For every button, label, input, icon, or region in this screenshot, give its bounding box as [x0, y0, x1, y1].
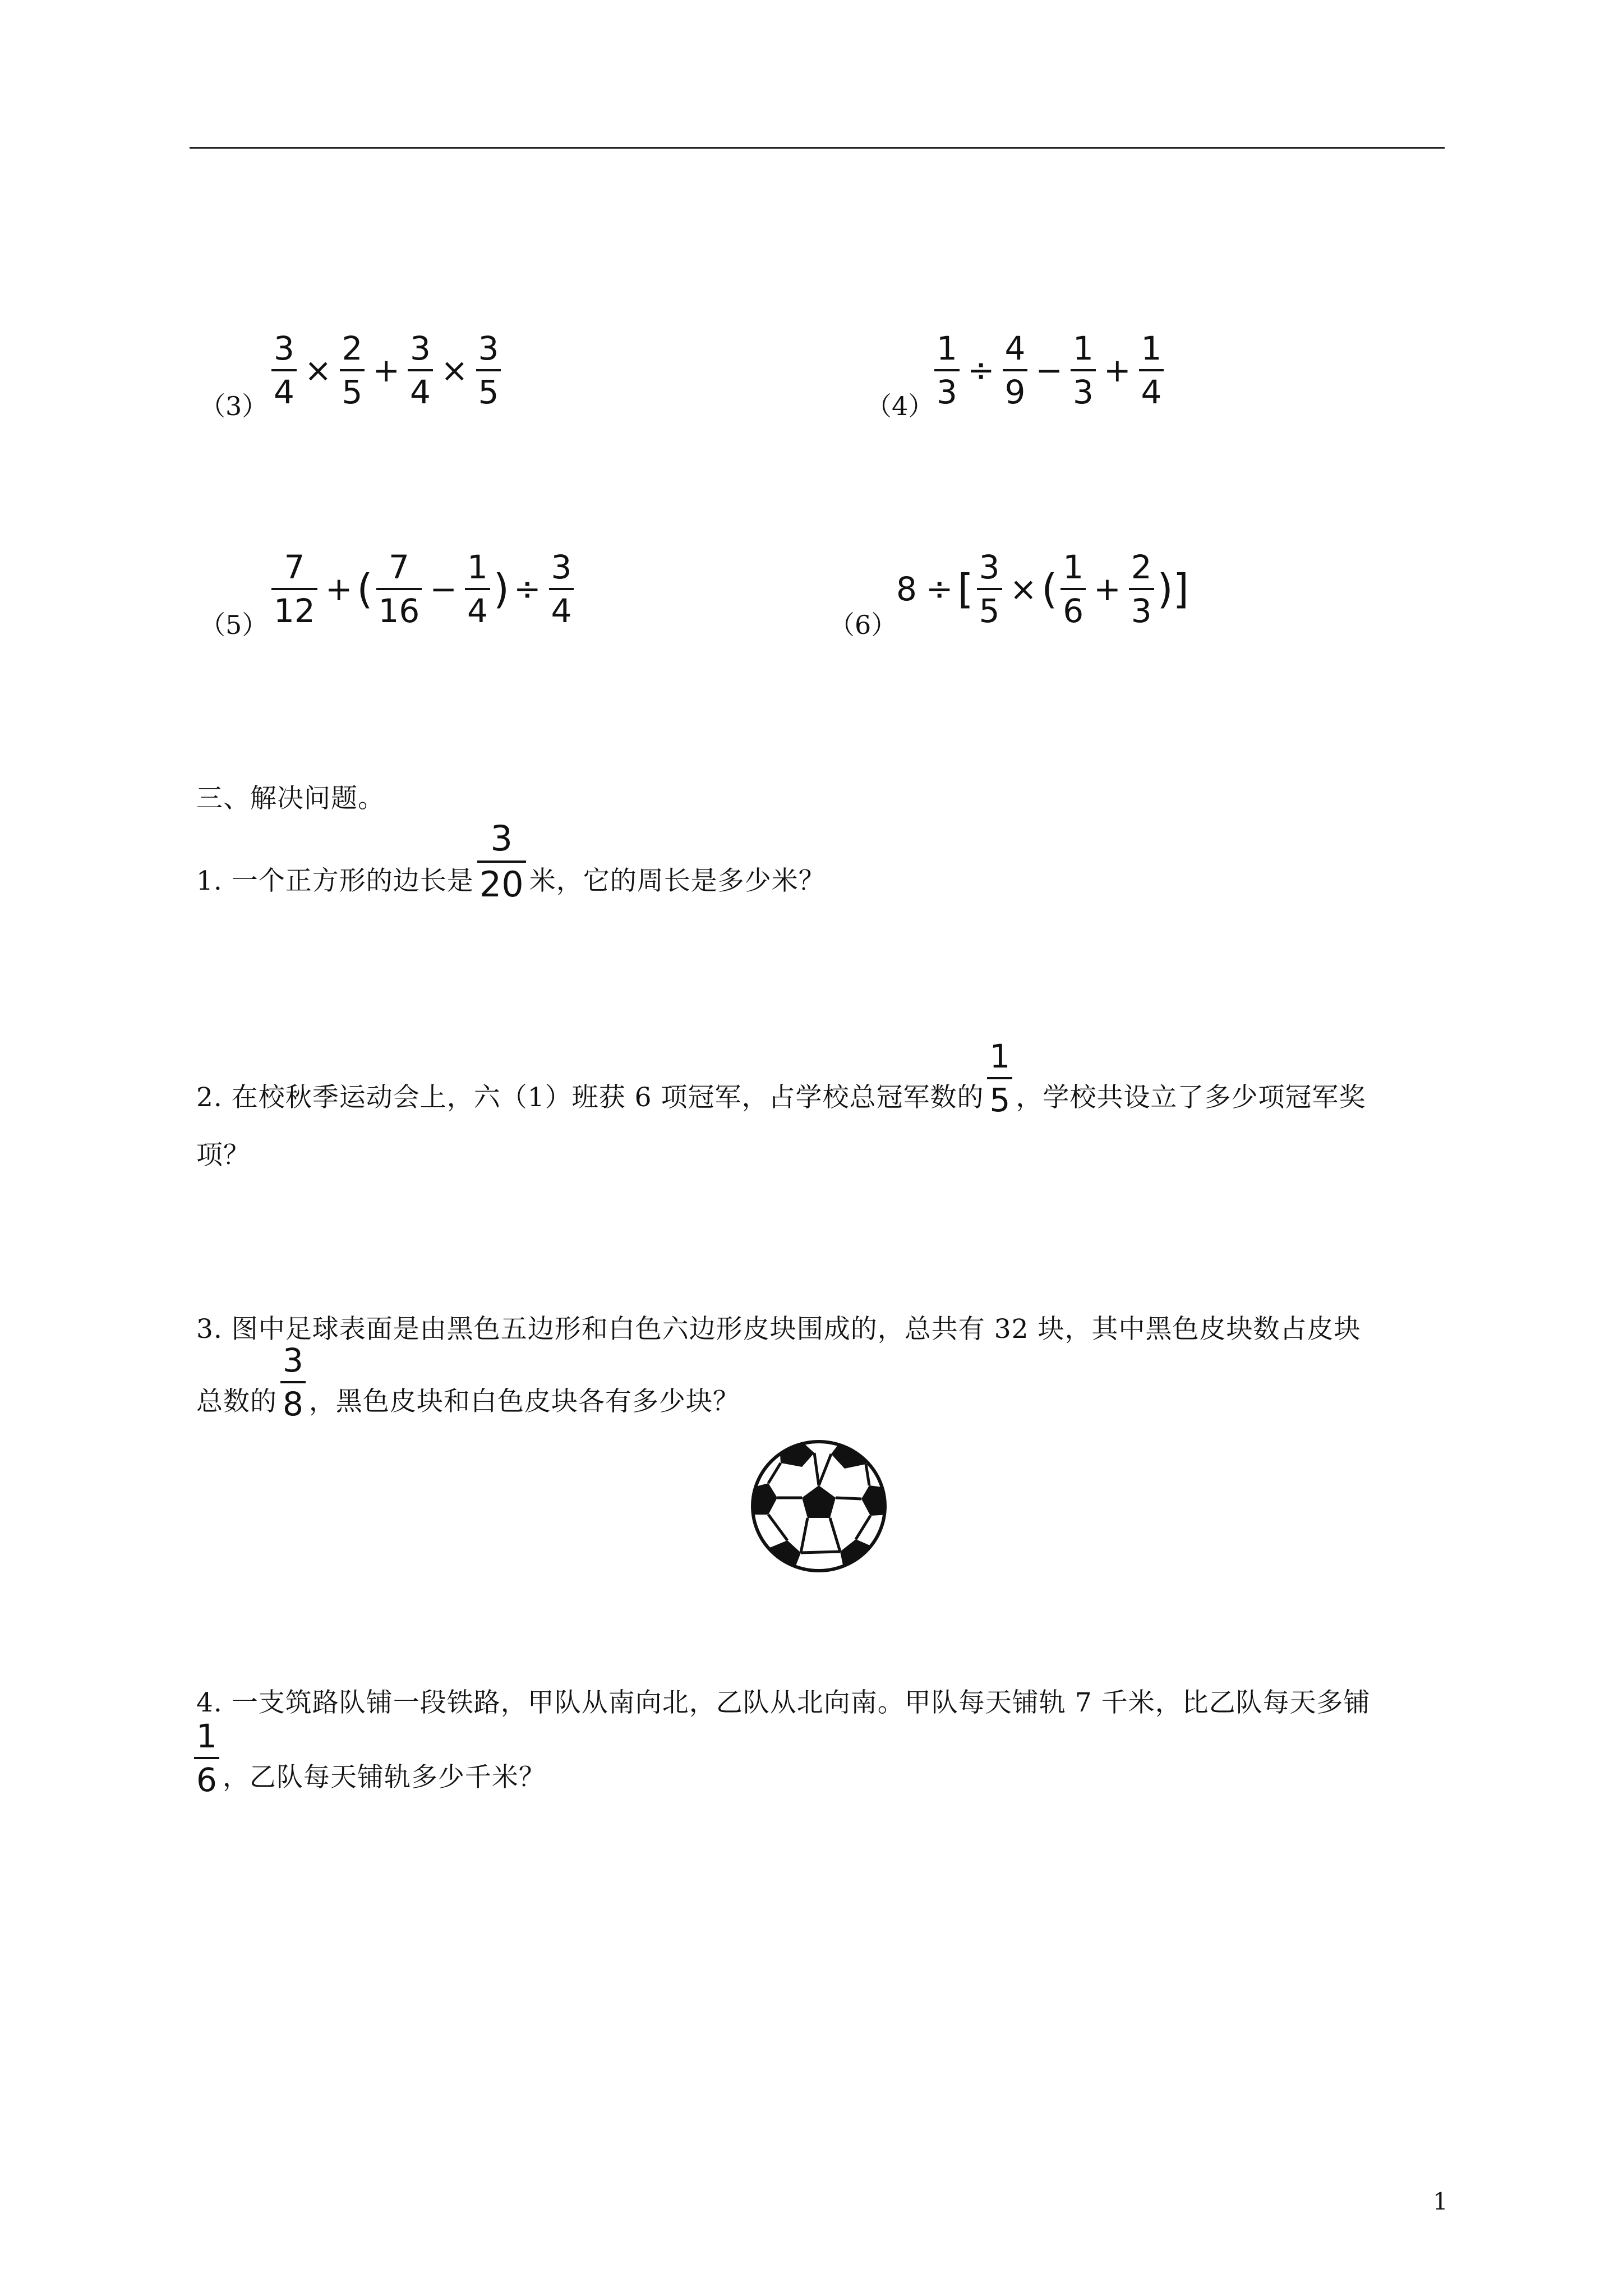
- problem-2: [196, 1037, 1366, 1119]
- item-4-label: （4）: [866, 391, 934, 421]
- paren-open: (: [1041, 565, 1058, 613]
- problem-3-text-a: 3. 图中足球表面是由黑色五边形和白色六边形皮块围成的，总共有 32 块，其中黑色皮块数占皮块: [196, 1314, 1361, 1345]
- operator: ÷: [925, 570, 953, 608]
- fraction: $\frac{3}{5}$: [476, 332, 501, 408]
- fraction: $\frac{7}{12}$: [271, 551, 317, 627]
- fraction: $\frac{3}{5}$: [977, 551, 1002, 627]
- item-5-label: （5）: [200, 610, 268, 640]
- operator: +: [325, 570, 353, 608]
- soccer-ball-image: [746, 1436, 892, 1576]
- fraction: $\frac{7}{16}$: [376, 551, 422, 627]
- operator: ÷: [513, 570, 541, 608]
- problem-1: [196, 818, 826, 905]
- bracket-close: ]: [1173, 565, 1189, 613]
- item-6-expression: [892, 548, 1189, 630]
- fraction: $\frac{3}{4}$: [549, 551, 574, 627]
- operator: ×: [304, 351, 332, 389]
- fraction: $\frac{1}{5}$: [987, 1040, 1012, 1116]
- operator: ×: [440, 351, 468, 389]
- operator: ×: [1009, 570, 1038, 608]
- problem-3-line2: [196, 1341, 740, 1423]
- problem-4-line2: [191, 1717, 546, 1799]
- operator: +: [1103, 351, 1131, 389]
- fraction: $\frac{3}{4}$: [271, 332, 297, 408]
- fraction: $\frac{1}{4}$: [465, 551, 490, 627]
- problem-4-text-b: ，乙队每天铺轨多少千米？: [222, 1761, 546, 1793]
- fraction: $\frac{3}{8}$: [280, 1344, 306, 1420]
- number: 8: [896, 570, 917, 608]
- bracket-open: [: [957, 565, 974, 613]
- problem-1-text-b: 米，它的周长是多少米？: [529, 865, 826, 896]
- operator: ÷: [967, 351, 995, 389]
- page-number: 1: [1433, 2188, 1448, 2215]
- item-5-expression: [268, 548, 577, 630]
- operator: −: [1035, 351, 1063, 389]
- fraction: $\frac{1}{3}$: [934, 332, 960, 408]
- fraction: $\frac{2}{5}$: [340, 332, 365, 408]
- header-rule: [190, 147, 1445, 149]
- paren-open: (: [357, 565, 373, 613]
- fraction: $\frac{1}{3}$: [1071, 332, 1096, 408]
- problem-3-text-b: 总数的: [196, 1386, 277, 1417]
- fraction: $\frac{1}{6}$: [194, 1720, 219, 1796]
- problem-2-text-b: ，学校共设立了多少项冠军奖: [1016, 1082, 1366, 1113]
- problem-2-text-a: 2. 在校秋季运动会上，六（1）班获 6 项冠军，占学校总冠军数的: [196, 1082, 984, 1113]
- item-4-expression: [931, 329, 1167, 411]
- fraction: $\frac{1}{6}$: [1061, 551, 1086, 627]
- operator: +: [1094, 570, 1121, 608]
- problem-3-text-c: ，黑色皮块和白色皮块各有多少块？: [308, 1386, 740, 1417]
- problem-2-text-c: 项？: [196, 1140, 250, 1171]
- item-3-expression: [268, 329, 504, 411]
- fraction: $\frac{1}{4}$: [1139, 332, 1164, 408]
- section-title: 三、解决问题。: [196, 783, 385, 814]
- problem-4-text-a: 4. 一支筑路队铺一段铁路，甲队从南向北，乙队从北向南。甲队每天铺轨 7 千米，比乙队每天多铺: [196, 1687, 1371, 1718]
- fraction: $\frac{4}{9}$: [1003, 332, 1028, 408]
- item-3-label: （3）: [200, 391, 268, 421]
- fraction: $\frac{3}{4}$: [408, 332, 433, 408]
- operator: −: [430, 570, 457, 608]
- fraction: $\frac{3}{20}$: [477, 821, 526, 902]
- operator: +: [372, 351, 400, 389]
- item-6-label: （6）: [829, 610, 897, 640]
- paren-close: ): [1157, 565, 1173, 613]
- paren-close: ): [493, 565, 509, 613]
- fraction: $\frac{2}{3}$: [1129, 551, 1154, 627]
- problem-1-text-a: 1. 一个正方形的边长是: [196, 865, 474, 896]
